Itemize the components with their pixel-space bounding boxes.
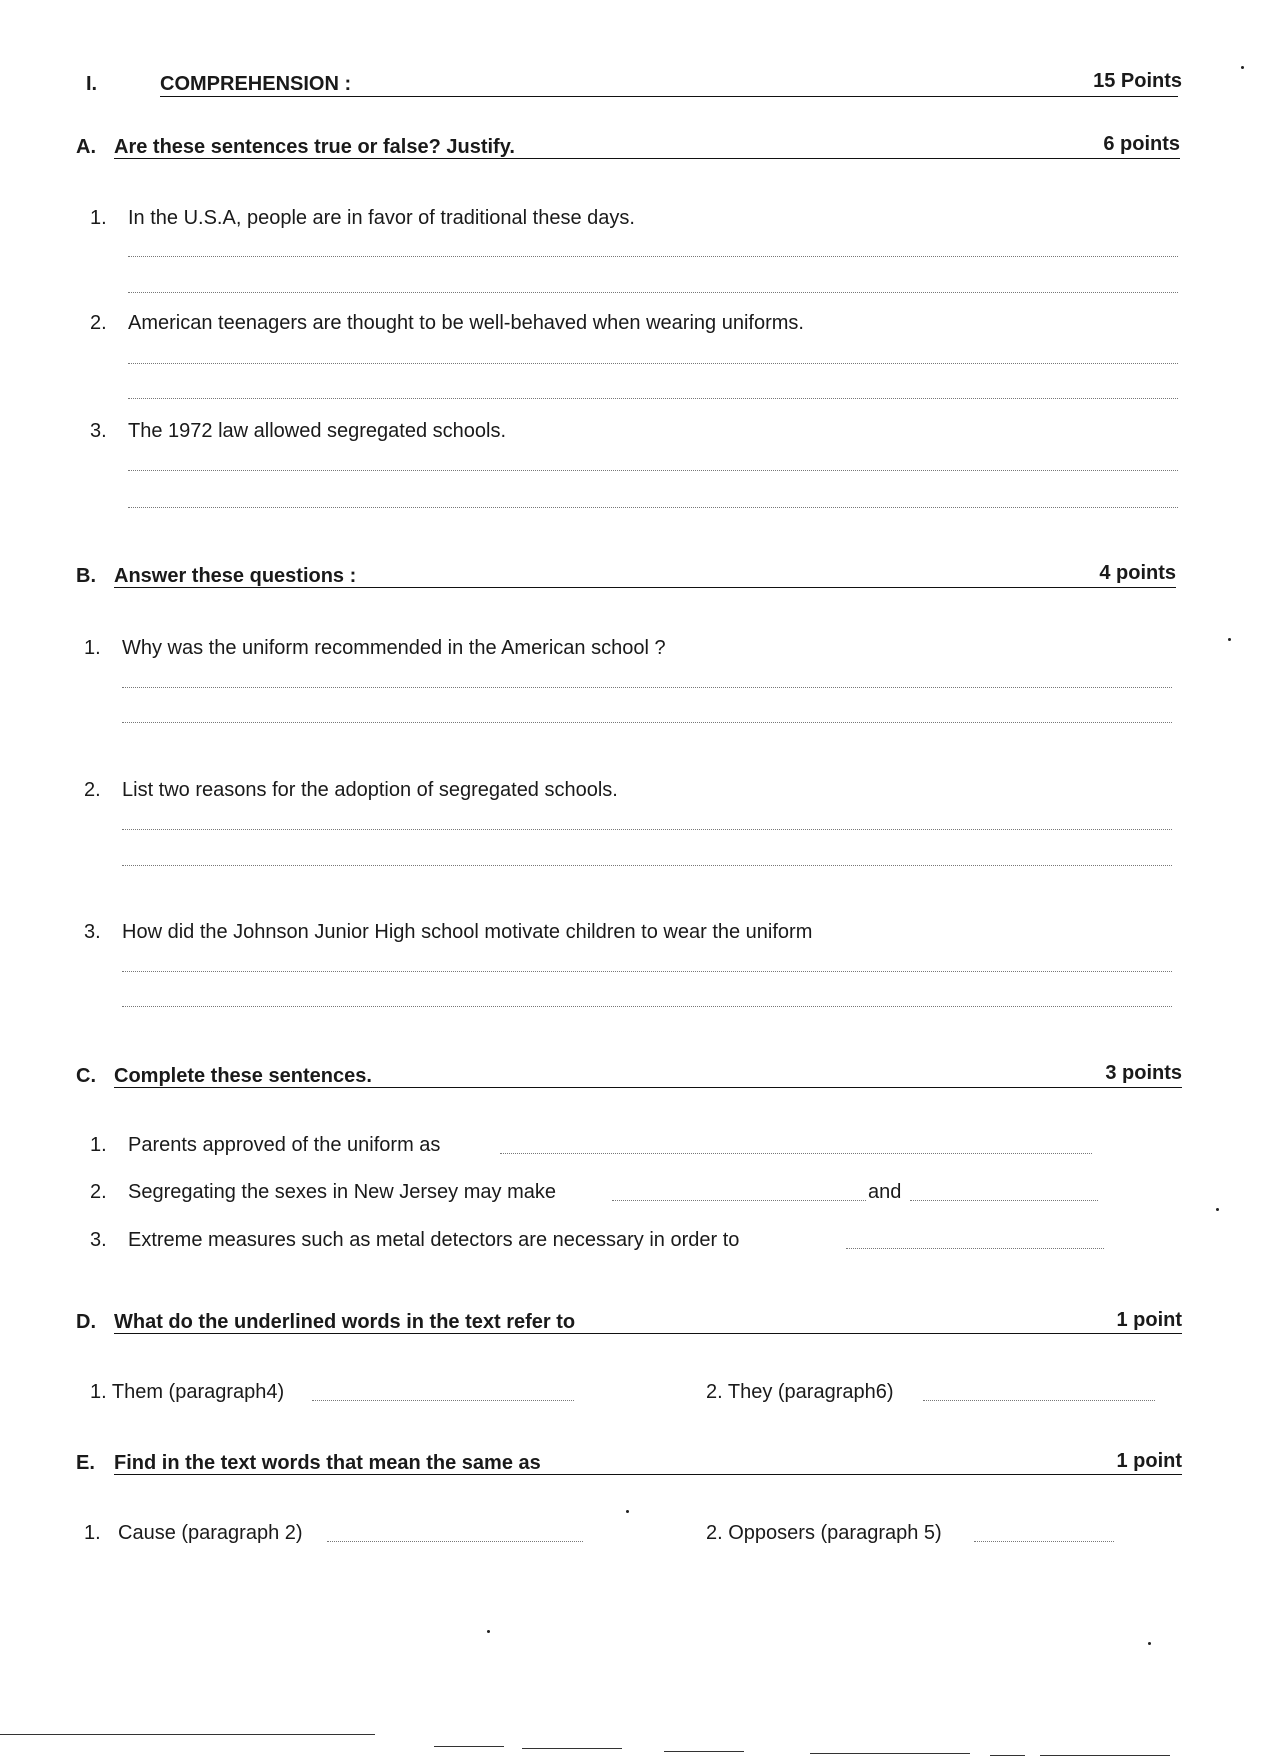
reference-item: 2. They (paragraph6) bbox=[706, 1381, 894, 1403]
answer-line[interactable] bbox=[122, 687, 1172, 688]
fill-line[interactable] bbox=[327, 1541, 583, 1542]
scan-speck bbox=[1241, 66, 1244, 69]
question-number: 3. bbox=[84, 921, 101, 943]
answer-line[interactable] bbox=[122, 1006, 1172, 1007]
answer-line[interactable] bbox=[128, 292, 1178, 293]
fill-line[interactable] bbox=[312, 1400, 574, 1401]
part-d-points: 1 point bbox=[1116, 1309, 1182, 1331]
part-c-points: 3 points bbox=[1105, 1062, 1182, 1084]
question-number: 3. bbox=[90, 420, 107, 442]
answer-line[interactable] bbox=[122, 865, 1172, 866]
fill-line[interactable] bbox=[846, 1248, 1104, 1249]
part-d-title: What do the underlined words in the text refer to bbox=[114, 1311, 576, 1333]
part-b-points: 4 points bbox=[1099, 562, 1176, 584]
sentence-number: 3. bbox=[90, 1229, 107, 1251]
question-number: 1. bbox=[90, 207, 107, 229]
fill-line[interactable] bbox=[974, 1541, 1114, 1542]
sentence-text: Extreme measures such as metal detectors are necessary in order to bbox=[128, 1229, 740, 1251]
scan-speck bbox=[1216, 1208, 1219, 1211]
synonym-item: Cause (paragraph 2) bbox=[118, 1522, 303, 1544]
scan-speck bbox=[1148, 1642, 1151, 1645]
question-text: The 1972 law allowed segregated schools. bbox=[128, 420, 507, 442]
fill-line[interactable] bbox=[500, 1153, 1092, 1154]
footer-line bbox=[810, 1753, 970, 1754]
fill-line[interactable] bbox=[923, 1400, 1155, 1401]
question-text: American teenagers are thought to be well-behaved when wearing uniforms. bbox=[128, 312, 804, 334]
synonym-number: 1. bbox=[84, 1522, 101, 1544]
answer-line[interactable] bbox=[128, 398, 1178, 399]
part-c-rule bbox=[114, 1087, 1182, 1088]
question-number: 2. bbox=[90, 312, 107, 334]
part-d-letter: D. bbox=[76, 1311, 96, 1333]
part-c-letter: C. bbox=[76, 1065, 96, 1087]
part-d-rule bbox=[114, 1333, 1182, 1334]
part-e-rule bbox=[114, 1474, 1182, 1475]
question-text: List two reasons for the adoption of segregated schools. bbox=[122, 779, 618, 801]
sentence-text: Segregating the sexes in New Jersey may make bbox=[128, 1181, 556, 1203]
answer-line[interactable] bbox=[122, 829, 1172, 830]
part-a-title: Are these sentences true or false? Justify. bbox=[114, 136, 515, 158]
part-a-points: 6 points bbox=[1103, 133, 1180, 155]
question-text: How did the Johnson Junior High school motivate children to wear the uniform bbox=[122, 921, 813, 943]
sentence-connector: and bbox=[868, 1181, 902, 1203]
part-e-title: Find in the text words that mean the same as bbox=[114, 1452, 541, 1474]
footer-line bbox=[0, 1734, 375, 1735]
section-points: 15 Points bbox=[1093, 70, 1182, 92]
part-b-rule bbox=[114, 587, 1176, 588]
question-number: 1. bbox=[84, 637, 101, 659]
part-e-points: 1 point bbox=[1116, 1450, 1182, 1472]
synonym-item: 2. Opposers (paragraph 5) bbox=[706, 1522, 942, 1544]
sentence-text: Parents approved of the uniform as bbox=[128, 1134, 441, 1156]
part-a-rule bbox=[114, 158, 1180, 159]
answer-line[interactable] bbox=[128, 507, 1178, 508]
question-number: 2. bbox=[84, 779, 101, 801]
sentence-number: 1. bbox=[90, 1134, 107, 1156]
question-text: In the U.S.A, people are in favor of traditional these days. bbox=[128, 207, 635, 229]
footer-line bbox=[522, 1748, 622, 1749]
answer-line[interactable] bbox=[122, 971, 1172, 972]
part-e-letter: E. bbox=[76, 1452, 95, 1474]
answer-line[interactable] bbox=[128, 470, 1178, 471]
sentence-number: 2. bbox=[90, 1181, 107, 1203]
part-b-letter: B. bbox=[76, 565, 96, 587]
fill-line[interactable] bbox=[910, 1200, 1098, 1201]
answer-line[interactable] bbox=[128, 363, 1178, 364]
fill-line[interactable] bbox=[612, 1200, 866, 1201]
scan-speck bbox=[1228, 638, 1231, 641]
scan-speck bbox=[487, 1630, 490, 1633]
answer-line[interactable] bbox=[128, 256, 1178, 257]
section-rule bbox=[160, 96, 1178, 97]
answer-line[interactable] bbox=[122, 722, 1172, 723]
part-a-letter: A. bbox=[76, 136, 96, 158]
part-c-title: Complete these sentences. bbox=[114, 1065, 372, 1087]
question-text: Why was the uniform recommended in the American school ? bbox=[122, 637, 666, 659]
footer-line bbox=[664, 1751, 744, 1752]
reference-item: 1. Them (paragraph4) bbox=[90, 1381, 285, 1403]
footer-line bbox=[434, 1746, 504, 1747]
part-b-title: Answer these questions : bbox=[114, 565, 357, 587]
section-title: COMPREHENSION : bbox=[160, 73, 352, 95]
section-number: I. bbox=[86, 73, 98, 95]
scan-speck bbox=[626, 1510, 629, 1513]
